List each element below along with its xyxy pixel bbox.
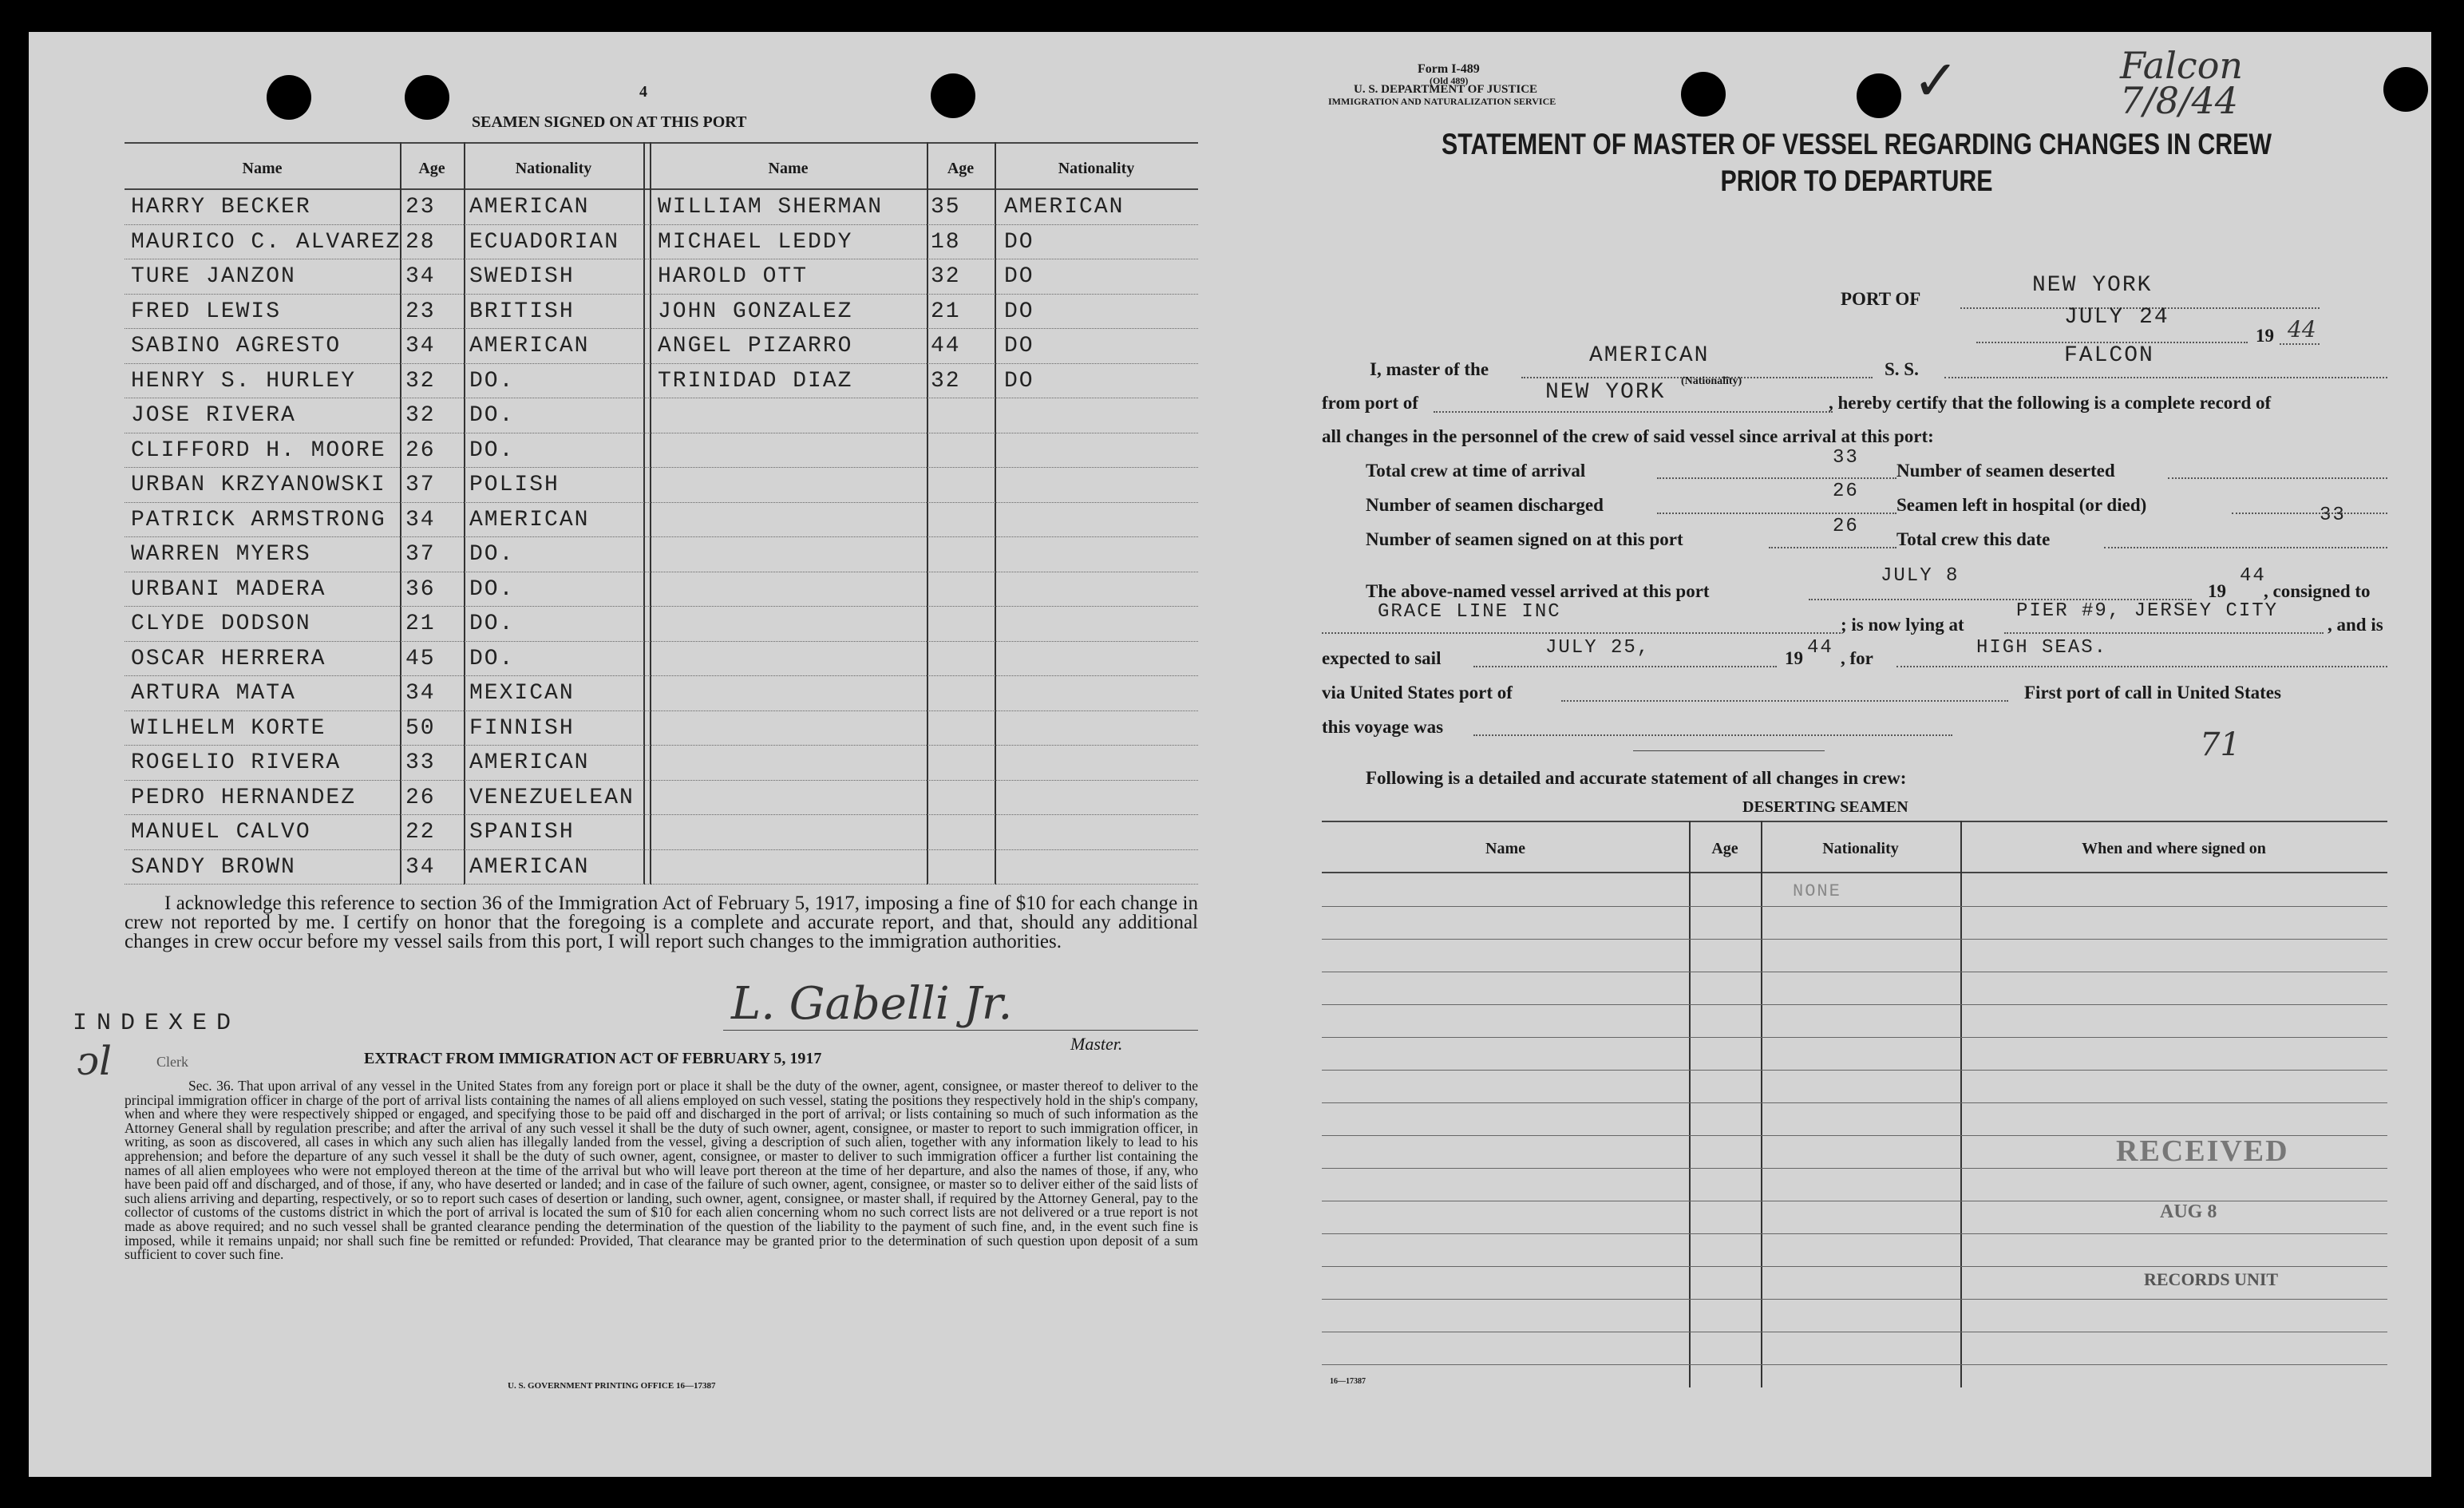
- master-label: Master.: [1070, 1034, 1123, 1054]
- signed-on-label: Number of seamen signed on at this port: [1366, 529, 1683, 549]
- row-divider: [125, 779, 1198, 781]
- seaman-age-2: 44: [931, 334, 961, 358]
- seaman-nationality: DO.: [469, 542, 515, 567]
- seaman-name: HENRY S. HURLEY: [131, 368, 357, 394]
- printer-line: U. S. GOVERNMENT PRINTING OFFICE 16—17387: [508, 1381, 716, 1391]
- seaman-name-2: ANGEL PIZARRO: [658, 334, 853, 358]
- row-divider: [1322, 939, 2387, 940]
- total-crew-arrival-label: Total crew at time of arrival: [1366, 461, 1586, 481]
- seaman-name: CLYDE DODSON: [131, 612, 311, 636]
- sail-year-prefix: 19: [1785, 648, 1803, 668]
- sail-date: JULY 25,: [1545, 637, 1651, 659]
- seaman-nationality: AMERICAN: [469, 195, 590, 220]
- seaman-name: OSCAR HERRERA: [131, 646, 326, 671]
- row-divider: [125, 849, 1198, 850]
- seaman-age: 34: [405, 264, 436, 289]
- column-header-age-2: Age: [947, 160, 975, 177]
- row-divider: [125, 883, 1198, 885]
- seaman-name: URBANI MADERA: [131, 576, 326, 602]
- discharged-value: 26: [1833, 481, 1859, 502]
- punch-hole: [1681, 72, 1726, 117]
- seaman-name: URBAN KRZYANOWSKI: [131, 473, 386, 497]
- indexed-stamp: INDEXED: [73, 1010, 241, 1037]
- seaman-age-2: 35: [931, 195, 961, 220]
- seaman-name: TURE JANZON: [131, 264, 296, 289]
- table-row: [125, 608, 1198, 643]
- row-divider: [125, 397, 1198, 398]
- seaman-age: 26: [405, 785, 436, 810]
- table-row: [125, 539, 1198, 573]
- seaman-nationality: BRITISH: [469, 299, 575, 324]
- desert-header-nationality: Nationality: [1822, 840, 1899, 857]
- seaman-age-2: 32: [931, 368, 961, 394]
- form-old-number: (Old 489): [1430, 75, 1469, 86]
- seaman-age: 33: [405, 750, 436, 775]
- desert-header-age: Age: [1711, 840, 1738, 857]
- port-of-label: PORT OF: [1841, 289, 1921, 309]
- seaman-age: 34: [405, 854, 436, 880]
- column-header-name: Name: [242, 160, 283, 177]
- seaman-name: JOSE RIVERA: [131, 403, 296, 428]
- row-divider: [1322, 1233, 2387, 1234]
- date-value: JULY 24: [2064, 305, 2169, 330]
- date-year: 44: [2288, 316, 2316, 342]
- table-row: [125, 713, 1198, 747]
- arrived-year-prefix: 19: [2208, 581, 2226, 601]
- punch-hole: [2383, 67, 2428, 112]
- seaman-age: 45: [405, 646, 436, 671]
- seaman-name: ARTURA MATA: [131, 681, 296, 706]
- seaman-nationality-2: DO: [1004, 264, 1034, 289]
- seaman-age-2: 21: [931, 299, 961, 324]
- extract-text: Sec. 36. That upon arrival of any vessel in the United States from any foreign port or place it shall be the duty of the owner, agent, consignee, or master thereof to deliver to the principal immigration officer in charge of the port of arrival lists containing the names of all aliens employed on such vessel, stating the positions they respectively hold in the ship's company, when and where they were respectively shipped or engaged, and specifying those to be paid off and discharged in the port of arrival; or lists containing so much of such information as the Attorney General shall by regulation prescribe; and after the arrival of any such vessel it shall be the duty of such owner, agent, consignee, or master to report to such immigration officer, in writing, as soon as discovered, all cases in which any such alien has illegally landed from the vessel, giving a description of such alien, together with any information likely to lead to his apprehension; and before the departure of any such vessel it shall be the duty of such owner, agent, consignee, or master to deliver to such immigration officer a further list containing the names of all alien employees who were not employed thereon at the time of the arrival but who will leave port thereon at the time of her departure, and also the names of those, if any, who have been paid off and discharged, and of those, if any, who have deserted or landed; and in case of the failure of such owner, agent, consignee, or master so to deliver either of the said lists of such aliens arriving and departing, respectively, or so to report such cases of desertion or landing, such owner, agent, consignee, or master shall, if required by the Attorney General, pay to the collector of customs of the customs district in which the port of arrival is located the sum of $10 for each alien concerning whom no such correct lists are not delivered or a true report is not made as above required; and no such vessel shall be granted clearance pending the determination of the question of the liability to the payment of such fine, and, in the event such fine is imposed, while it remains unpaid; nor shall such fine be remitted or refunded: Provided, That clearance may be granted prior to the determination of such question upon deposit of a sum sufficient to cover such fine.: [125, 1078, 1198, 1263]
- seaman-name-2: MICHAEL LEDDY: [658, 229, 853, 255]
- from-port-label: from port of: [1322, 393, 1418, 413]
- row-divider: [125, 501, 1198, 503]
- following-text: Following is a detailed and accurate statement of all changes in crew:: [1366, 768, 1907, 788]
- punch-hole: [1857, 73, 1901, 118]
- seaman-age: 26: [405, 437, 436, 463]
- row-divider: [125, 258, 1198, 259]
- ss-label: S. S.: [1885, 359, 1919, 379]
- seaman-nationality: DO.: [469, 368, 515, 394]
- via-label: via United States port of: [1322, 683, 1513, 703]
- row-divider: [1322, 1266, 2387, 1267]
- seaman-age: 36: [405, 576, 436, 602]
- seaman-nationality-2: DO: [1004, 229, 1034, 255]
- table-row: [125, 366, 1198, 400]
- seaman-name: WILHELM KORTE: [131, 715, 326, 741]
- table-row: [125, 852, 1198, 886]
- consignee-value: GRACE LINE INC: [1378, 601, 1561, 623]
- seaman-nationality: AMERICAN: [469, 507, 590, 532]
- lying-value: PIER #9, JERSEY CITY: [2016, 600, 2279, 622]
- for-value: HIGH SEAS.: [1976, 637, 2108, 659]
- seaman-nationality: SWEDISH: [469, 264, 575, 289]
- ss-value: FALCON: [2064, 343, 2154, 368]
- acknowledgement-text: I acknowledge this reference to section 36 of the Immigration Act of February 5, 1917, imposing a fine of $10 for each change in crew not reported by me. I certify on honor that the foregoing is a complete and accurate report, and that, should any additional changes in crew occur before my vessel sails from this port, I will report such changes to the immigration authorities.: [125, 893, 1198, 952]
- signed-on-value: 26: [1833, 516, 1859, 537]
- received-date-stamp: AUG 8: [2160, 1201, 2217, 1222]
- deserted-label: Number of seamen deserted: [1896, 461, 2115, 481]
- seaman-age: 23: [405, 299, 436, 324]
- seaman-name: PEDRO HERNANDEZ: [131, 785, 357, 810]
- seaman-age: 32: [405, 368, 436, 394]
- row-divider: [125, 744, 1198, 746]
- seaman-name: CLIFFORD H. MOORE: [131, 437, 386, 463]
- deserting-title: DESERTING SEAMEN: [1742, 798, 1908, 816]
- row-divider: [125, 710, 1198, 711]
- row-divider: [125, 536, 1198, 537]
- table-row: [125, 469, 1198, 504]
- punch-hole: [931, 73, 975, 118]
- seaman-age: 21: [405, 612, 436, 636]
- seaman-name: MANUEL CALVO: [131, 820, 311, 845]
- table-row: [125, 782, 1198, 817]
- seaman-nationality: DO.: [469, 612, 515, 636]
- page-number: 4: [639, 83, 647, 101]
- seaman-age: 34: [405, 681, 436, 706]
- punch-hole: [405, 75, 449, 120]
- form-number: Form I-489: [1418, 62, 1480, 76]
- seaman-age-2: 32: [931, 264, 961, 289]
- seaman-nationality: AMERICAN: [469, 854, 590, 880]
- service-name: IMMIGRATION AND NATURALIZATION SERVICE: [1328, 96, 1556, 107]
- voyage-label: this voyage was: [1322, 717, 1444, 737]
- from-port-value: NEW YORK: [1545, 380, 1666, 405]
- seaman-nationality-2: DO: [1004, 299, 1034, 324]
- port-of-value: NEW YORK: [2032, 273, 2153, 298]
- seaman-age: 34: [405, 507, 436, 532]
- seaman-nationality: VENEZUELEAN: [469, 785, 635, 810]
- for-label: , for: [1841, 648, 1873, 668]
- row-divider: [1322, 906, 2387, 907]
- seaman-age: 32: [405, 403, 436, 428]
- table-row: [125, 400, 1198, 434]
- discharged-label: Number of seamen discharged: [1366, 495, 1604, 515]
- row-divider: [125, 293, 1198, 295]
- section-title: SEAMEN SIGNED ON AT THIS PORT: [472, 113, 747, 131]
- column-header-age: Age: [418, 160, 445, 177]
- arrived-label: The above-named vessel arrived at this port: [1366, 581, 1710, 601]
- arrived-year: 44: [2240, 565, 2266, 587]
- hospital-label: Seamen left in hospital (or died): [1896, 495, 2147, 515]
- master-signature: L. Gabelli Jr.: [731, 978, 1013, 1030]
- row-divider: [125, 362, 1198, 364]
- form-title-line1: STATEMENT OF MASTER OF VESSEL REGARDING CHANGES IN CREW: [1441, 128, 2272, 160]
- seaman-age: 50: [405, 715, 436, 741]
- row-divider: [1322, 1364, 2387, 1365]
- seaman-nationality: AMERICAN: [469, 334, 590, 358]
- seaman-nationality: DO.: [469, 576, 515, 602]
- seaman-age-2: 18: [931, 229, 961, 255]
- desert-none-value: NONE: [1793, 881, 1841, 901]
- document-sheet: [29, 32, 2431, 1477]
- seaman-nationality: DO.: [469, 646, 515, 671]
- row-divider: [1322, 1102, 2387, 1103]
- seaman-nationality: FINNISH: [469, 715, 575, 741]
- arrived-date: JULY 8: [1881, 565, 1960, 587]
- row-divider: [125, 224, 1198, 225]
- table-row: [125, 643, 1198, 678]
- table-row: [125, 574, 1198, 608]
- seaman-nationality: AMERICAN: [469, 750, 590, 775]
- table-row: [125, 227, 1198, 261]
- row-divider: [125, 675, 1198, 676]
- first-port-label: First port of call in United States: [2024, 683, 2281, 703]
- row-divider: [125, 571, 1198, 572]
- seaman-nationality: POLISH: [469, 473, 560, 497]
- master-of-label: I, master of the: [1370, 359, 1489, 379]
- row-divider: [125, 327, 1198, 329]
- certify-text: , hereby certify that the following is a complete record of: [1829, 393, 2272, 413]
- table-row: [125, 747, 1198, 782]
- seaman-name: WARREN MYERS: [131, 542, 311, 567]
- expected-label: expected to sail: [1322, 648, 1442, 668]
- desert-header-name: Name: [1485, 840, 1525, 857]
- seaman-name: HARRY BECKER: [131, 195, 311, 220]
- seaman-name-2: JOHN GONZALEZ: [658, 299, 853, 324]
- seaman-age: 28: [405, 229, 436, 255]
- seaman-name-2: HAROLD OTT: [658, 264, 809, 289]
- total-crew-date-label: Total crew this date: [1896, 529, 2051, 549]
- row-divider: [125, 432, 1198, 433]
- all-changes-text: all changes in the personnel of the crew of said vessel since arrival at this port:: [1322, 426, 1934, 446]
- seaman-name: SABINO AGRESTO: [131, 334, 342, 358]
- row-divider: [125, 605, 1198, 607]
- seaman-name-2: WILLIAM SHERMAN: [658, 195, 884, 220]
- seaman-age: 23: [405, 195, 436, 220]
- table-row: [125, 435, 1198, 469]
- margin-number: 71: [2200, 726, 2241, 763]
- checkmark: ✓: [1912, 51, 1960, 113]
- form-title-line2: PRIOR TO DEPARTURE: [1720, 164, 1993, 197]
- table-row: [125, 505, 1198, 539]
- seaman-name: SANDY BROWN: [131, 854, 296, 880]
- seaman-name: ROGELIO RIVERA: [131, 750, 342, 775]
- seaman-nationality-2: AMERICAN: [1004, 195, 1125, 220]
- seaman-nationality: ECUADORIAN: [469, 229, 620, 255]
- date-year-prefix: 19: [2256, 326, 2274, 346]
- table-row: [125, 192, 1198, 226]
- lying-label: ; is now lying at: [1841, 615, 1964, 635]
- clerk-label: Clerk: [156, 1054, 188, 1070]
- seaman-nationality-2: DO: [1004, 334, 1034, 358]
- desert-header-signed-on: When and where signed on: [2082, 840, 2266, 857]
- seaman-name-2: TRINIDAD DIAZ: [658, 368, 853, 394]
- column-header-nationality-2: Nationality: [1058, 160, 1135, 177]
- seaman-age: 34: [405, 334, 436, 358]
- seaman-nationality-2: DO: [1004, 368, 1034, 394]
- table-row: [125, 261, 1198, 295]
- table-row: [125, 678, 1198, 712]
- department-name: U. S. DEPARTMENT OF JUSTICE: [1354, 83, 1538, 96]
- table-row: [125, 296, 1198, 330]
- row-divider: [1322, 1037, 2387, 1038]
- seaman-age: 22: [405, 820, 436, 845]
- nationality-small-label: (Nationality): [1681, 375, 1742, 387]
- table-row: [125, 817, 1198, 851]
- seaman-age: 37: [405, 473, 436, 497]
- seaman-nationality: DO.: [469, 437, 515, 463]
- seaman-name: FRED LEWIS: [131, 299, 282, 324]
- and-is-label: , and is: [2328, 615, 2383, 635]
- column-header-nationality: Nationality: [515, 160, 592, 177]
- seaman-name: MAURICO C. ALVAREZ: [131, 229, 401, 255]
- bottom-code: 16—17387: [1330, 1377, 1366, 1386]
- table-row: [125, 330, 1198, 365]
- seaman-age: 37: [405, 542, 436, 567]
- row-divider: [125, 466, 1198, 468]
- seaman-nationality: MEXICAN: [469, 681, 575, 706]
- extract-title: EXTRACT FROM IMMIGRATION ACT OF FEBRUARY 5, 1917: [364, 1050, 822, 1067]
- seaman-name: PATRICK ARMSTRONG: [131, 507, 386, 532]
- row-divider: [1322, 1070, 2387, 1071]
- handwritten-corner-note: Falcon 7/8/44: [2120, 44, 2244, 122]
- seaman-nationality: SPANISH: [469, 820, 575, 845]
- clerk-initials: ↄl: [77, 1038, 112, 1084]
- total-crew-date-value: 33: [2320, 505, 2346, 526]
- column-header-name-2: Name: [768, 160, 809, 177]
- records-unit-stamp: RECORDS UNIT: [2144, 1269, 2279, 1289]
- punch-hole: [267, 75, 311, 120]
- seaman-nationality: DO.: [469, 403, 515, 428]
- row-divider: [125, 640, 1198, 642]
- row-divider: [125, 813, 1198, 815]
- sail-year: 44: [1807, 637, 1833, 659]
- row-divider: [1322, 1299, 2387, 1300]
- consigned-label: , consigned to: [2264, 581, 2371, 601]
- total-crew-arrival-value: 33: [1833, 447, 1859, 469]
- nationality-value: AMERICAN: [1589, 343, 1710, 368]
- received-stamp: RECEIVED: [2116, 1134, 2289, 1168]
- row-divider: [1322, 1004, 2387, 1005]
